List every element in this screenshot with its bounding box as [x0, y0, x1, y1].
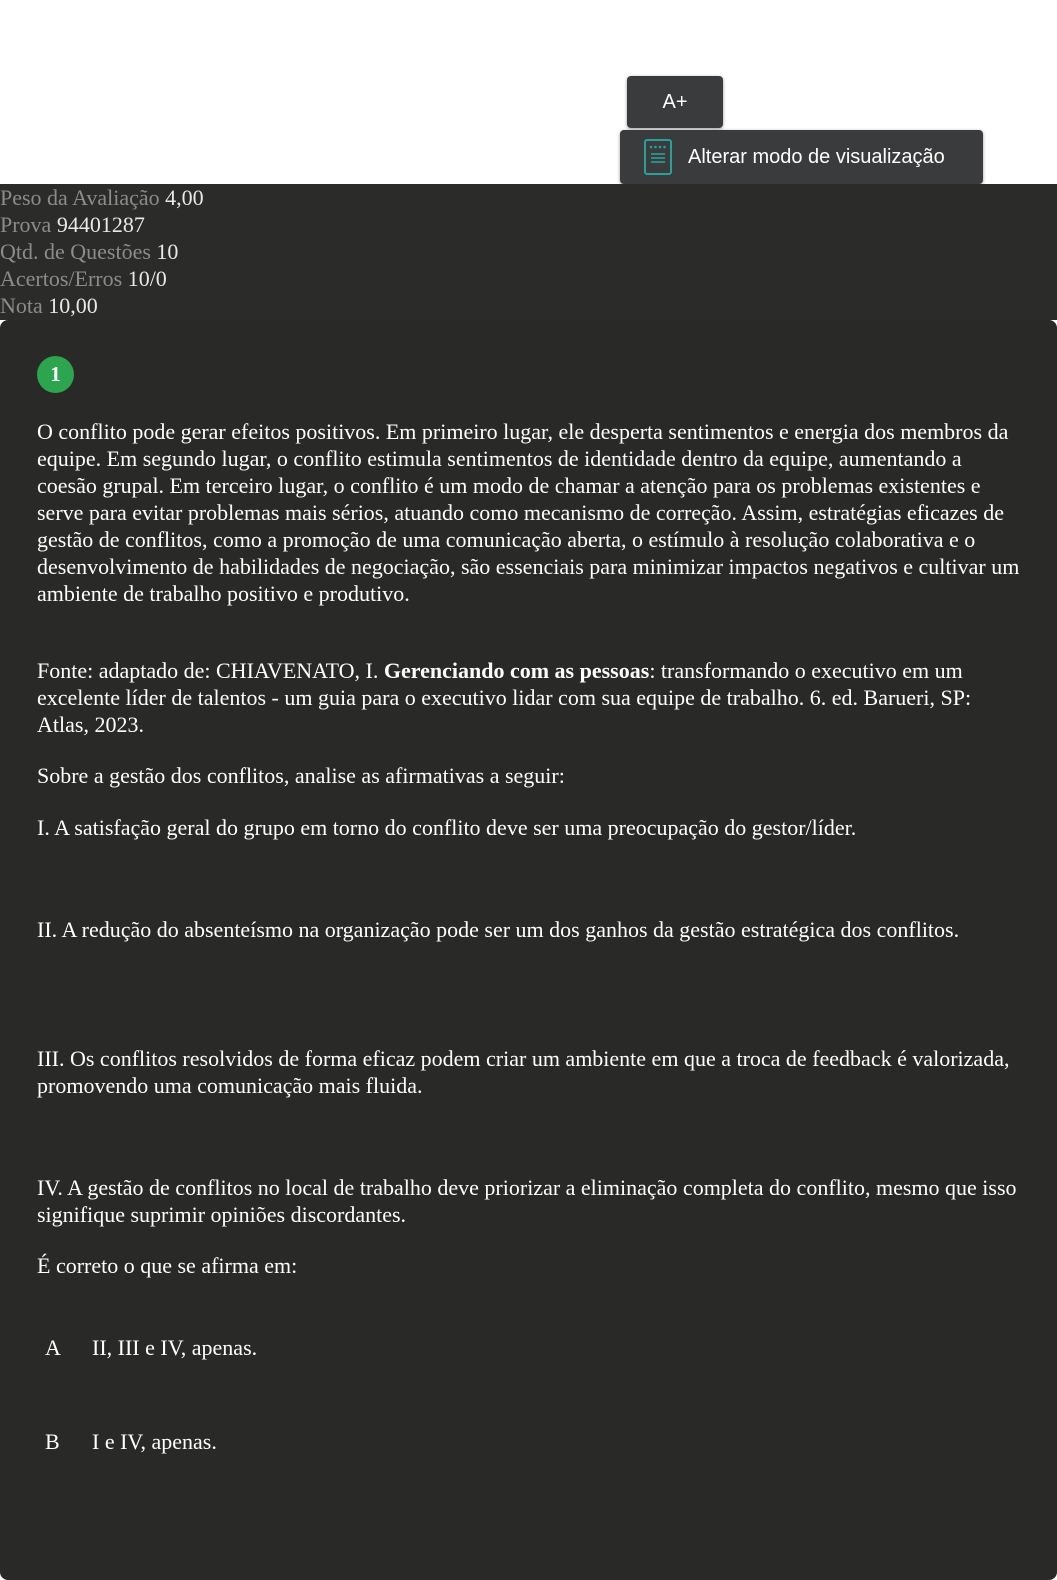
- change-view-mode-button[interactable]: [620, 130, 983, 184]
- question-source: [37, 657, 1022, 738]
- statement-2: II. A redução do absenteísmo na organização pode ser um dos ganhos da gestão estratégica dos conflitos.: [37, 917, 960, 942]
- option-text: I e IV, apenas.: [92, 1429, 217, 1454]
- statement-3: III. Os conflitos resolvidos de forma eficaz podem criar um ambiente em que a troca de feedback é valorizada, promovendo uma comunicação mais fluida.: [37, 1046, 1010, 1098]
- change-view-mode-label: Alterar modo de visualização: [688, 145, 945, 168]
- document-view-icon: [644, 139, 672, 175]
- option-letter: A: [45, 1335, 61, 1360]
- question-number-badge: 1: [37, 356, 74, 393]
- summary-score-ratio: [0, 265, 1057, 292]
- source-title: Gerenciando com as pessoas: [383, 658, 650, 683]
- summary-value: 10,00: [48, 293, 98, 318]
- summary-label: Peso da Avaliação: [0, 185, 160, 210]
- question-intro: O conflito pode gerar efeitos positivos. Em primeiro lugar, ele desperta sentimentos e energia dos membros da equipe. Em segundo lugar, o conflito estimula sentimentos de identidade dentro da equipe, aumentando a coesão grupal. Em terceiro lugar, o conflito é um modo de chamar a atenção para os problemas existentes e serve para evitar problemas mais sérios, atuando como mecanismo de correção. Assim, estratégias eficazes de gestão de conflitos, como a promoção de uma comunicação aberta, o estímulo à resolução colaborativa e o desenvolvimento de habilidades de negociação, são essenciais para minimizar impactos negativos e cultivar um ambiente de trabalho positivo e produtivo.: [37, 419, 1020, 606]
- statement-4: IV. A gestão de conflitos no local de trabalho deve priorizar a eliminação completa do conflito, mesmo que isso signifique suprimir opiniões discordantes.: [37, 1175, 1017, 1227]
- summary-label: Qtd. de Questões: [0, 239, 151, 264]
- source-prefix: Fonte: adaptado de: CHIAVENATO, I.: [37, 658, 384, 683]
- summary-exam: [0, 211, 1057, 238]
- summary-label: Prova: [0, 212, 52, 237]
- summary-questions: [0, 238, 1057, 265]
- exam-summary: [0, 184, 1057, 320]
- summary-value: 10: [156, 239, 179, 264]
- summary-value: 4,00: [165, 185, 204, 210]
- summary-weight: [0, 184, 1057, 211]
- question-prompt: Sobre a gestão dos conflitos, analise as afirmativas a seguir:: [37, 763, 565, 788]
- answer-option-a[interactable]: [37, 1334, 1022, 1361]
- answer-option-b[interactable]: [37, 1428, 1022, 1455]
- summary-label: Nota: [0, 293, 43, 318]
- summary-value: 94401287: [56, 212, 145, 237]
- statement-1: I. A satisfação geral do grupo em torno do conflito deve ser uma preocupação do gestor/líder.: [37, 815, 857, 840]
- option-letter: B: [45, 1429, 60, 1454]
- option-text: II, III e IV, apenas.: [92, 1335, 258, 1360]
- summary-grade: [0, 292, 1057, 319]
- source-suffix: : transformando o executivo em um excelente líder de talentos - um guia para o executivo lidar com sua equipe de trabalho. 6. ed. Barueri, SP: Atlas, 2023.: [37, 658, 972, 737]
- question-line: É correto o que se afirma em:: [37, 1253, 298, 1278]
- increase-font-button[interactable]: A+: [627, 76, 723, 128]
- top-toolbar: [0, 0, 1057, 184]
- summary-label: Acertos/Erros: [0, 266, 123, 291]
- summary-value: 10/0: [127, 266, 167, 291]
